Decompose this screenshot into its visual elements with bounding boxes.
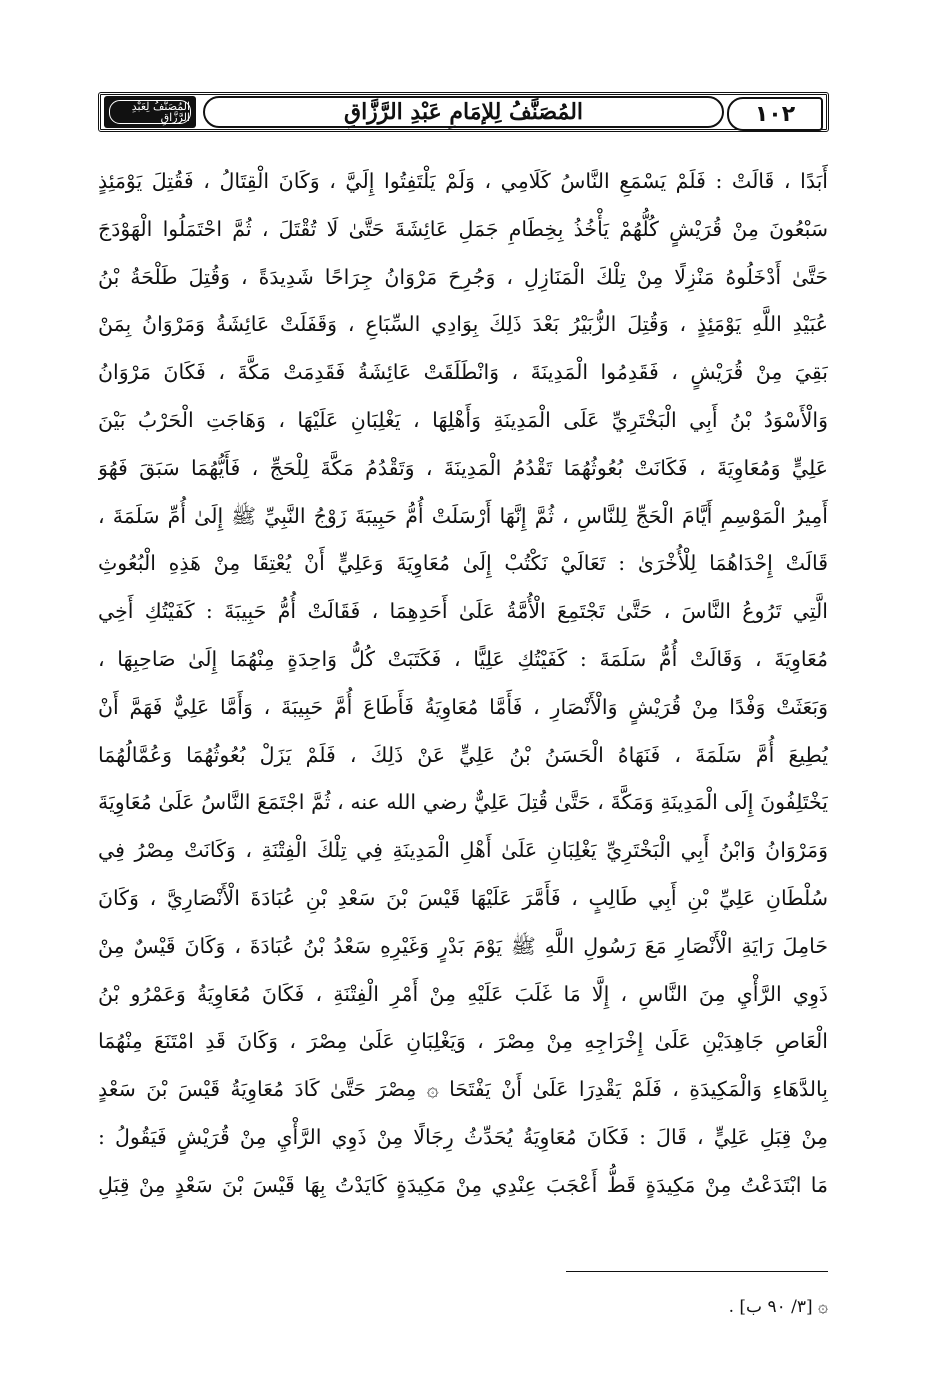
text-line: الْعَاصِ جَاهِدَيْنِ عَلَىٰ إِخْرَاجِهِ مِنْ مِصْرَ ، وَيَغْلِبَانِ عَلَىٰ مِصْرَ ، وَكَانَ قَدِ امْتَنَعَ مِنْهُمَا [98,1029,828,1054]
text-line: يُطِيعَ أُمَّ سَلَمَةَ ، فَنَهَاهُ الْحَسَنُ بْنُ عَلِيٍّ عَنْ ذَلِكَ ، فَلَمْ يَزَلْ بُعُوثُهُمَا وَعُمَّالُهُمَا [98,742,828,767]
text-line: أَبَدًا ، قَالَتْ : فَلَمْ يَسْمَعِ النَّاسُ كَلَامِي ، وَلَمْ يَلْتَفِتُوا إِلَيَّ ، وَكَانَ الْقِتَالُ ، فَقُتِلَ يَوْمَئِذٍ [98,169,828,193]
book-logo [104,96,196,128]
header-title-box [203,96,724,128]
text-line: بِالدَّهَاءِ وَالْمَكِيدَةِ ، فَلَمْ يَقْدِرَا عَلَىٰ أَنْ يَفْتَحَا ۞ مِصْرَ حَتَّىٰ كَادَ مُعَاوِيَةُ قَيْسَ بْنَ سَعْدٍ [98,1077,828,1102]
text-line: حَتَّىٰ أَدْخَلُوهُ مَنْزِلًا مِنْ تِلْكَ الْمَنَازِلِ ، وَجُرِحَ مَرْوَانُ جِرَاحًا شَدِيدَةً ، وَقُتِلَ طَلْحَةُ بْنُ [98,264,828,289]
page-number-box [727,97,823,131]
text-line: وَمَرْوَانُ وَابْنُ أَبِي الْبَخْتَرِيِّ يَغْلِبَانِ عَلَىٰ أَهْلِ الْمَدِينَةِ فِي تِلْكَ الْفِتْنَةِ ، وَكَانَتْ مِصْرُ فِي [98,838,828,863]
text-line: عُبَيْدِ اللَّهِ يَوْمَئِذٍ ، وَقُتِلَ الزُّبَيْرُ بَعْدَ ذَلِكَ بِوَادِي السِّبَاعِ ، وَقَفَلَتْ عَائِشَةُ وَمَرْوَانُ بِمَنْ [98,312,828,337]
book-logo-text: المُصَنَّفُ لِعَبْدِ الرَّزَّاقِ [109,100,191,124]
text-line: سَبْعُونَ مِنْ قُرَيْشٍ كُلُّهُمْ يَأْخُذُ بِخِطَامِ جَمَلِ عَائِشَةَ حَتَّىٰ لَا تُقْتَلَ ، ثُمَّ احْتَمَلُوا الْهَوْدَجَ [98,216,828,241]
text-line: مَا ابْتَدَعْتُ مِنْ مَكِيدَةٍ قَطُّ أَعْجَبَ عِنْدِي مِنْ مَكِيدَةٍ كَايَدْتُ بِهَا قَيْسَ بْنَ سَعْدٍ مِنْ قِبَلِ [98,1172,828,1197]
text-line: حَامِلَ رَايَةِ الْأَنْصَارِ مَعَ رَسُولِ اللَّهِ ﷺ يَوْمَ بَدْرٍ وَغَيْرِهِ سَعْدُ بْنُ عُبَادَةَ ، وَكَانَ قَيْسٌ مِنْ [98,933,828,958]
book-title: المُصَنَّفُ لِلإمَامِ عَبْدِ الرَّزَّاقِ [344,99,584,125]
text-line: بَقِيَ مِنْ قُرَيْشٍ ، فَقَدِمُوا الْمَدِينَةَ ، وَانْطَلَقَتْ عَائِشَةُ فَقَدِمَتْ مَكَّةَ ، فَكَانَ مَرْوَانُ [98,360,828,385]
text-line: وَبَعَثَتْ وَفْدًا مِنْ قُرَيْشٍ وَالْأَنْصَارِ ، فَأَمَّا مُعَاوِيَةُ فَأَطَاعَ أُمَّ حَبِيبَةَ ، وَأَمَّا عَلِيٌّ فَهَمَّ أَنْ [98,694,828,719]
footnote: ۞ [٣/ ٩٠ ب] . [728,1297,828,1317]
text-line: مُعَاوِيَةَ ، وَقَالَتْ أُمُّ سَلَمَةَ : كَفَيْتُكِ عَلِيًّا ، فَكَتَبَتْ كُلُّ وَاحِدَةٍ مِنْهُمَا إِلَىٰ صَاحِبِهَا ، [98,646,828,671]
text-line: أَمِيرُ الْمَوْسِمِ أَيَّامَ الْحَجِّ لِلنَّاسِ ، ثُمَّ إِنَّهَا أَرْسَلَتْ أُمُّ حَبِيبَةَ زَوْجُ النَّبِيِّ ﷺ إِلَىٰ أُمِّ سَلَمَةَ ، [98,503,828,528]
text-line: سُلْطَانِ عَلِيِّ بْنِ أَبِي طَالِبٍ ، فَأَمَّرَ عَلَيْهَا قَيْسَ بْنَ سَعْدِ بْنِ عُبَادَةَ الْأَنْصَارِيَّ ، وَكَانَ [98,885,828,910]
text-line: الَّتِي تَرُوعُ النَّاسَ ، حَتَّىٰ تَجْتَمِعَ الْأُمَّةُ عَلَىٰ أَحَدِهِمَا ، فَقَالَتْ أُمُّ حَبِيبَةَ : كَفَيْتُكِ أَخِي [98,599,828,624]
footnote-divider [566,1271,828,1272]
text-line: يَخْتَلِفُونَ إِلَى الْمَدِينَةِ وَمَكَّةَ ، حَتَّىٰ قُتِلَ عَلِيٌّ رضي الله عنه ، ثُمَّ اجْتَمَعَ النَّاسُ عَلَىٰ مُعَاوِيَةَ [98,790,828,815]
main-text [98,158,828,1210]
text-line: عَلِيٍّ وَمُعَاوِيَةَ ، فَكَانَتْ بُعُوثُهُمَا تَقْدُمُ الْمَدِينَةَ ، وَتَقْدُمُ مَكَّةَ لِلْحَجِّ ، فَأَيُّهُمَا سَبَقَ فَهُوَ [98,455,828,480]
page-number: ١٠٢ [754,101,796,127]
page-header [98,92,829,132]
text-line: قَالَتْ إِحْدَاهُمَا لِلْأُخْرَىٰ : تَعَالَيْ نَكْتُبْ إِلَىٰ مُعَاوِيَةَ وَعَلِيٍّ أَنْ يُعْتِقَا مِنْ هَذِهِ الْبُعُوثِ [98,551,828,576]
text-line: وَالْأَسْوَدُ بْنُ أَبِي الْبَخْتَرِيِّ عَلَى الْمَدِينَةِ وَأَهْلِهَا ، يَغْلِبَانِ عَلَيْهَا ، وَهَاجَتِ الْحَرْبُ بَيْنَ [98,407,828,432]
text-line: ذَوِي الرَّأْيِ مِنَ النَّاسِ ، إِلَّا مَا غَلَبَ عَلَيْهِ مِنْ أَمْرِ الْفِتْنَةِ ، فَكَانَ مُعَاوِيَةُ وَعَمْرُو بْنُ [98,981,828,1006]
text-line: مِنْ قِبَلِ عَلِيٍّ ، قَالَ : فَكَانَ مُعَاوِيَةُ يُحَدِّثُ رِجَالًا مِنْ ذَوِي الرَّأْيِ مِنْ قُرَيْشٍ فَيَقُولُ : [98,1124,828,1149]
